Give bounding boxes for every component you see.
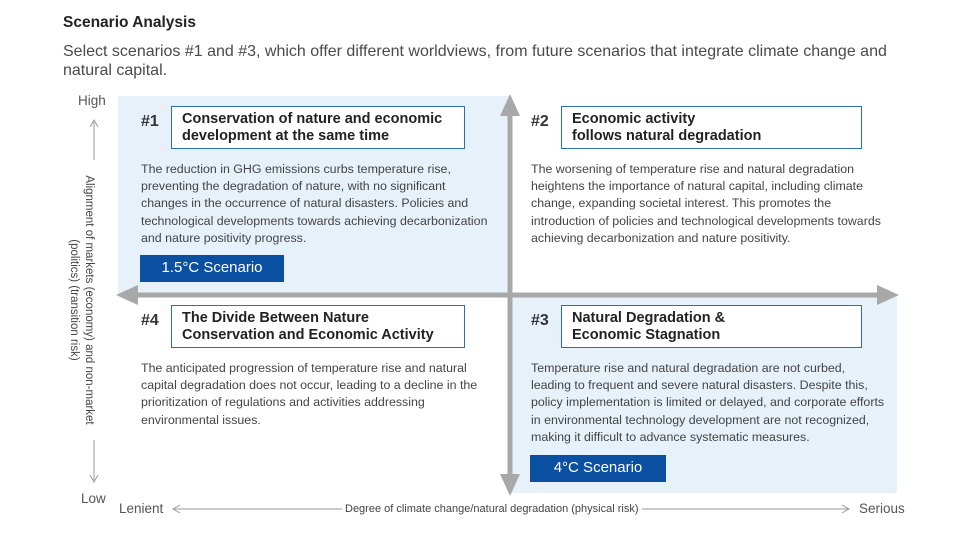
y-axis-low-label: Low [81,491,106,506]
quadrant-1-number: #1 [141,113,159,130]
quadrant-3-title-box [561,305,862,348]
quadrant-2-description: The worsening of temperature rise and natural degradation heightens the importance of natural capital, including climate change, expanding societal interest. This promotes the introduction of policies and technological developments towards achieving decarbonization and nature positivity. [531,162,881,245]
quadrant-1-title-box [171,106,465,149]
quadrant-2-number: #2 [531,113,549,130]
quadrant-4-title-box [171,305,465,348]
y-axis-title: Alignment of markets (economy) and non-market (politics) (transition risk) [66,160,96,440]
quadrant-3-title-line1: Natural Degradation & [572,310,726,326]
quadrant-1-description: The reduction in GHG emissions curbs temperature rise, preventing the degradation of nature, with no significant changes in the occurrence of natural disasters. Policies and technological developments towards achieving decarbonization and nature positivity progress. [141,162,488,245]
page-subtitle: Select scenarios #1 and #3, which offer different worldviews, from future scenarios that integrate climate change and natural capital. [63,43,887,79]
x-axis-arrow-right [877,285,899,305]
y-axis-high-label: High [78,93,106,108]
x-axis-arrow-left [116,285,138,305]
quadrant-4-number: #4 [141,312,159,329]
x-axis-title: Degree of climate change/natural degradation (physical risk) [342,503,642,515]
quadrant-2-title-line1: Economic activity [572,111,696,127]
quadrant-2-title-line2: follows natural degradation [572,127,762,144]
quadrant-1-title-line1: Conservation of nature and economic [182,111,443,127]
quadrant-1-title-line2: development at the same time [182,127,390,144]
quadrant-3-number: #3 [531,312,549,329]
y-axis-arrow-up [500,94,520,116]
quadrant-4-title-line1: The Divide Between Nature [182,310,369,326]
scenario-4c-badge: 4°C Scenario [530,455,666,482]
scenario-1-5c-badge: 1.5°C Scenario [140,255,284,282]
y-axis-arrow-down [500,474,520,496]
quadrant-4-title-line2: Conservation and Economic Activity [182,326,434,343]
x-axis-left-label: Lenient [119,501,164,516]
quadrant-4-description: The anticipated progression of temperature rise and natural capital degradation does not occur, leading to a decline in the prioritization of regulations and activities addressing environmental issues. [141,361,478,427]
quadrant-2-title-box [561,106,862,149]
x-axis-right-label: Serious [859,501,905,516]
page-title: Scenario Analysis [63,14,196,31]
quadrant-3-title-line2: Economic Stagnation [572,326,721,343]
quadrant-3-description: Temperature rise and natural degradation are not curbed, leading to frequent and severe natural disasters. Despite this, policy implementation is limited or delayed, and corporate efforts in environmental technology development are not recognized, making it difficult to advance systematic measures. [531,361,885,444]
